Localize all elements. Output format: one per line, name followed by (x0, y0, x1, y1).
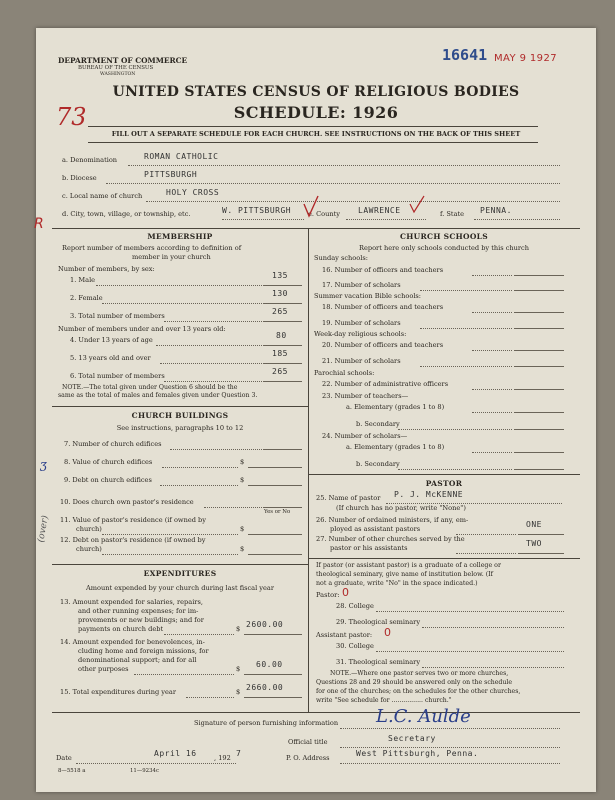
receipt-stamp-date: MAY 9 1927 (494, 53, 557, 64)
q7-label: 7. Number of church edifices (64, 440, 162, 448)
red-check-mark-county (408, 194, 428, 216)
summer-schools-label: Summer vacation Bible schools: (314, 292, 422, 300)
q11-label-1: 11. Value of pastor's residence (if owned by (60, 516, 206, 524)
q24-label: 24. Number of scholars— (322, 432, 408, 440)
q18-label: 18. Number of officers and teachers (322, 303, 444, 311)
county-label: e. County (308, 210, 340, 218)
q8-label: 8. Value of church edifices (64, 458, 153, 466)
q4-label: 4. Under 13 years of age (70, 336, 153, 344)
q1-label: 1. Male (70, 276, 96, 284)
county-value[interactable]: LAWRENCE (358, 206, 401, 215)
buildings-intro: See instructions, paragraphs 10 to 12 (116, 424, 244, 432)
pastor-note-2: Questions 28 and 29 should be answered only on the schedule (316, 679, 513, 686)
q14-label-3: denominational support; and for all (78, 656, 197, 664)
q14-label-4: other purposes (78, 665, 129, 673)
q13-value[interactable]: 2600.00 (246, 620, 284, 629)
expenditures-heading: EXPENDITURES (143, 569, 217, 578)
q19-label: 19. Number of scholars (322, 319, 401, 327)
expenditures-intro: Amount expended by your church during last fiscal year (85, 584, 275, 592)
q2-label: 2. Female (70, 294, 103, 302)
state-label: f. State (440, 210, 465, 218)
state-value[interactable]: PENNA. (480, 206, 512, 215)
city-label: d. City, town, village, or township, etc. (62, 210, 191, 218)
q23a-label: a. Elementary (grades 1 to 8) (346, 403, 445, 411)
denomination-value[interactable]: ROMAN CATHOLIC (144, 152, 219, 161)
print-code: 11—9234c (130, 768, 159, 774)
q25-value[interactable]: P. J. McKENNE (394, 490, 464, 499)
q12-label-2: church) (76, 545, 102, 553)
age-heading: Number of members under and over 13 years old: (58, 325, 226, 333)
q27-value[interactable]: TWO (526, 539, 542, 548)
receipt-stamp-number: 16641 (442, 46, 488, 64)
q12-dollar: $ (240, 545, 245, 553)
signature-value[interactable]: L.C. Aulde (376, 706, 471, 727)
q5-label: 5. 13 years old and over (70, 354, 151, 362)
q27-label-2: pastor or his assistants (330, 544, 408, 552)
q6-value[interactable]: 265 (272, 367, 288, 376)
date-label: Date (56, 754, 72, 762)
q13-label-1: 13. Amount expended for salaries, repairs, (60, 598, 203, 606)
q21-label: 21. Number of scholars (322, 357, 401, 365)
q28-label: 28. College (336, 602, 374, 610)
q9-dollar: $ (240, 476, 245, 484)
q14-label-1: 14. Amount expended for benevolences, in- (60, 638, 205, 646)
pastor-note-4: write "See schedule for ................ church." (316, 697, 452, 704)
q26-label-2: ployed as assistant pastors (330, 525, 421, 533)
census-form-sheet (36, 28, 596, 792)
date-value[interactable]: April 16 (154, 749, 197, 758)
membership-note-2: same as the total of males and females given under Question 3. (58, 392, 258, 399)
weekday-schools-label: Week-day religious schools: (314, 330, 407, 338)
membership-heading: MEMBERSHIP (147, 232, 213, 241)
q25-note: (If church has no pastor, write "None") (336, 504, 466, 512)
pastor-value[interactable]: 0 (342, 586, 349, 599)
q2-value[interactable]: 130 (272, 289, 288, 298)
margin-r-mark: R (34, 216, 44, 232)
signature-label: Signature of person furnishing information (194, 719, 339, 727)
q26-value[interactable]: ONE (526, 520, 542, 529)
q17-label: 17. Number of scholars (322, 281, 401, 289)
q3-label: 3. Total number of members (70, 312, 165, 320)
q6-label: 6. Total number of members (70, 372, 165, 380)
q24b-label: b. Secondary (356, 460, 400, 468)
membership-note-1: NOTE.—The total given under Question 6 should be the (62, 384, 238, 391)
city-value[interactable]: W. PITTSBURGH (222, 206, 292, 215)
margin-pencil-mark: Ʒ (40, 460, 47, 474)
q20-label: 20. Number of officers and teachers (322, 341, 444, 349)
schedule-title: SCHEDULE: 1926 (233, 103, 399, 122)
graduate-note-2: theological seminary, give name of institution below. (If (316, 571, 494, 578)
q12-label-1: 12. Debt on pastor's residence (if owned by (60, 536, 206, 544)
official-title-label: Official title (288, 738, 328, 746)
sunday-schools-label: Sunday schools: (314, 254, 368, 262)
assistant-pastor-label: Assistant pastor: (316, 631, 373, 639)
q1-value[interactable]: 135 (272, 271, 288, 280)
q11-dollar: $ (240, 525, 245, 533)
q15-label: 15. Total expenditures during year (60, 688, 176, 696)
q29-label: 29. Theological seminary (336, 618, 421, 626)
q15-dollar: $ (236, 688, 241, 696)
membership-intro-2: member in your church (132, 253, 211, 261)
q3-value[interactable]: 265 (272, 307, 288, 316)
q23b-label: b. Secondary (356, 420, 400, 428)
membership-intro-1: Report number of members according to definition of (62, 244, 242, 252)
q30-label: 30. College (336, 642, 374, 650)
city-name: WASHINGTON (100, 72, 136, 77)
q13-label-2: and other running expenses; for im- (78, 607, 199, 615)
pastor-label: Pastor: (316, 591, 340, 599)
members-by-sex-label: Number of members, by sex: (58, 265, 155, 273)
q16-label: 16. Number of officers and teachers (322, 266, 444, 274)
form-code: 8—5518 a (58, 768, 86, 774)
denomination-label: a. Denomination (62, 156, 118, 164)
red-check-marks (302, 192, 336, 220)
q24a-label: a. Elementary (grades 1 to 8) (346, 443, 445, 451)
q13-label-4: payments on church debt (78, 625, 164, 633)
date-year-digit[interactable]: 7 (236, 749, 242, 758)
q8-dollar: $ (240, 458, 245, 466)
bureau-name: BUREAU OF THE CENSUS (78, 65, 154, 71)
pastor-heading: PASTOR (425, 479, 463, 488)
q10-label: 10. Does church own pastor's residence (60, 498, 194, 506)
q14-label-2: cluding home and foreign missions, for (78, 647, 209, 655)
q14-dollar: $ (236, 665, 241, 673)
q26-label-1: 26. Number of ordained ministers, if any, em- (316, 516, 469, 524)
q23-label: 23. Number of teachers— (322, 392, 409, 400)
schools-heading: CHURCH SCHOOLS (400, 232, 488, 241)
q31-label: 31. Theological seminary (336, 658, 421, 666)
q5-value[interactable]: 185 (272, 349, 288, 358)
instruction-line: FILL OUT A SEPARATE SCHEDULE FOR EACH CHURCH. SEE INSTRUCTIONS ON THE BACK OF THIS SHEET (111, 130, 521, 138)
q4-value[interactable]: 80 (276, 331, 287, 340)
q13-label-3: provements or new buildings; and for (78, 616, 204, 624)
graduate-note-3: not a graduate, write "No" in the space indicated.) (316, 580, 478, 587)
official-title-value[interactable]: Secretary (388, 734, 436, 743)
q27-label-1: 27. Number of other churches served by the (316, 535, 465, 543)
date-year-prefix: , 192 (214, 754, 231, 762)
margin-over-note: (over) (36, 514, 51, 544)
q22-label: 22. Number of administrative officers (322, 380, 449, 388)
graduate-note-1: If pastor (or assistant pastor) is a graduate of a college or (316, 562, 501, 569)
q25-label: 25. Name of pastor (316, 494, 381, 502)
schools-intro: Report here only schools conducted by this church (359, 244, 529, 252)
diocese-label: b. Diocese (62, 174, 97, 182)
buildings-heading: CHURCH BUILDINGS (131, 411, 229, 420)
diocese-value[interactable]: PITTSBURGH (144, 170, 198, 179)
address-label: P. O. Address (286, 754, 330, 762)
red-file-number: 73 (56, 103, 87, 131)
church-name-label: c. Local name of church (62, 192, 143, 200)
parochial-schools-label: Parochial schools: (314, 369, 375, 377)
address-value[interactable]: West Pittsburgh, Penna. (356, 749, 479, 758)
q9-label: 9. Debt on church edifices (64, 476, 152, 484)
q15-value[interactable]: 2660.00 (246, 683, 284, 692)
form-title: UNITED STATES CENSUS OF RELIGIOUS BODIES (112, 84, 520, 100)
department-name: DEPARTMENT OF COMMERCE (58, 56, 188, 65)
pastor-note-3: for one of the churches; on the schedules for the other churches, (316, 688, 521, 695)
church-name-value[interactable]: HOLY CROSS (166, 188, 220, 197)
yes-no-hint: Yes or No (264, 509, 291, 515)
q14-value[interactable]: 60.00 (256, 660, 283, 669)
assistant-pastor-value[interactable]: 0 (384, 626, 391, 639)
pastor-note-1: NOTE.—Where one pastor serves two or more churches, (330, 670, 509, 677)
q11-label-2: church) (76, 525, 102, 533)
q13-dollar: $ (236, 625, 241, 633)
